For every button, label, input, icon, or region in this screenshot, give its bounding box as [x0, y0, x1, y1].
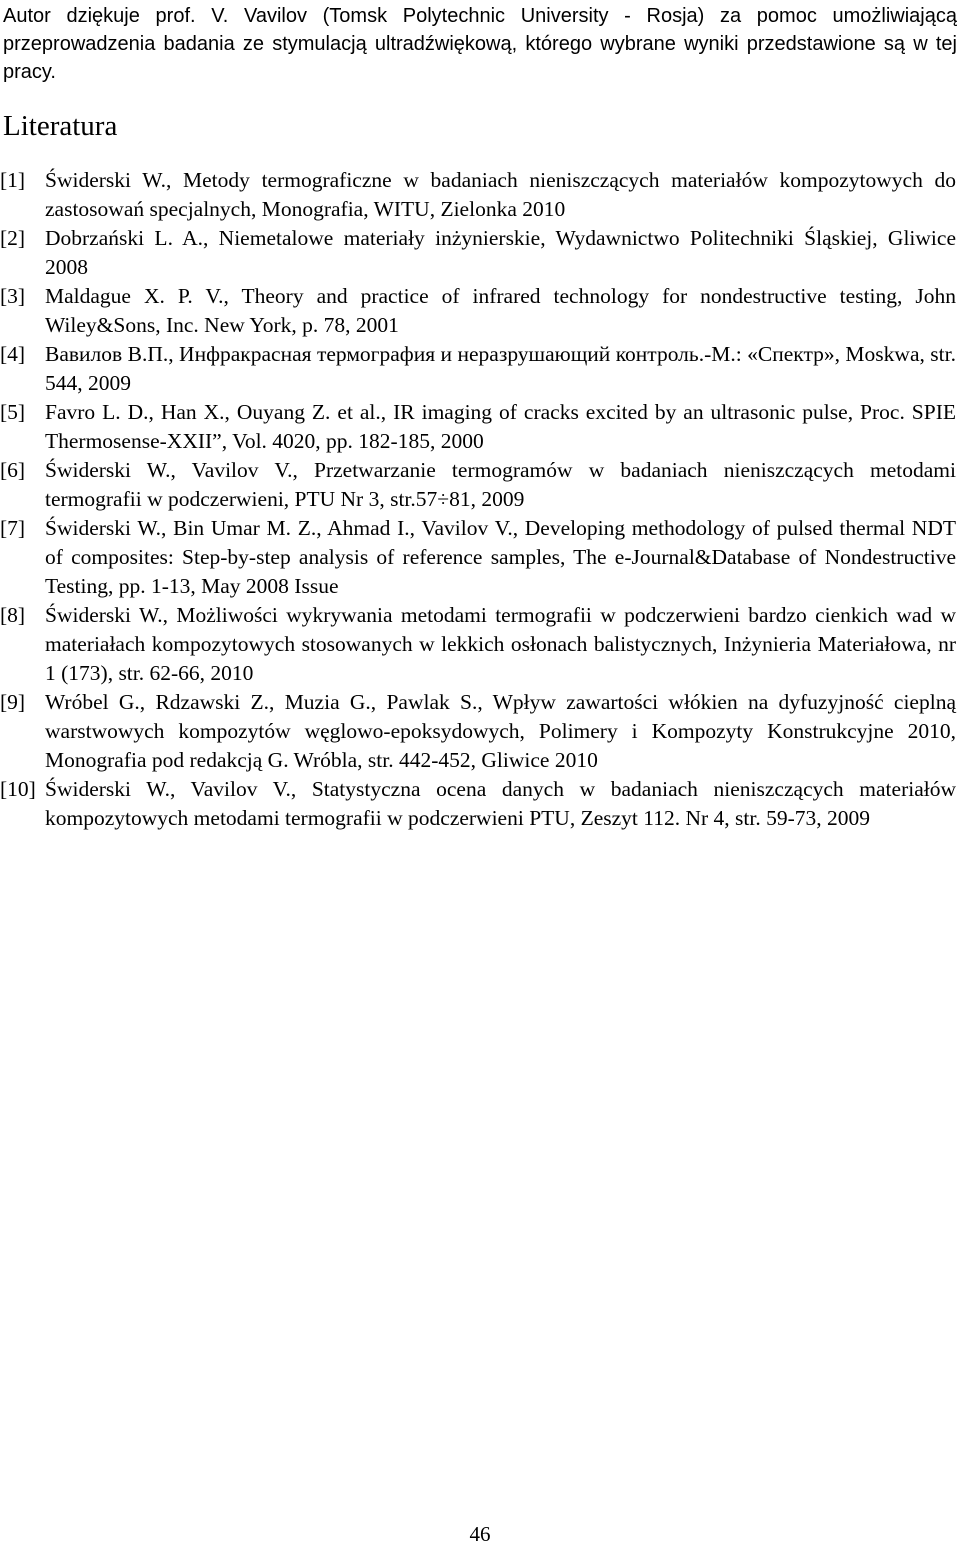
reference-text: Вавилов В.П., Инфракрасная термография и неразрушающий контроль.-М.: «Спектр», Moskwa, str. 544, 2009: [45, 342, 956, 395]
section-title: Literatura: [3, 110, 118, 142]
reference-item: [0, 398, 956, 456]
reference-number: [7]: [0, 516, 26, 540]
reference-item: [0, 775, 956, 833]
reference-number: [10]: [0, 777, 36, 801]
reference-text: Świderski W., Vavilov V., Statystyczna ocena danych w badaniach nieniszczących materiałów kompozytowych metodami termografii w podczerwieni PTU, Zeszyt 112. Nr 4, str. 59-73, 2009: [45, 777, 956, 830]
reference-list: [0, 166, 956, 833]
reference-number: [2]: [0, 226, 26, 250]
reference-text: Świderski W., Metody termograficzne w badaniach nieniszczących materiałów kompozytowych do zastosowań specjalnych, Monografia, WITU, Zielonka 2010: [45, 168, 956, 221]
reference-number: [8]: [0, 603, 26, 627]
reference-item: [0, 282, 956, 340]
reference-item: [0, 340, 956, 398]
reference-item: [0, 601, 956, 688]
reference-item: [0, 514, 956, 601]
reference-item: [0, 456, 956, 514]
reference-number: [4]: [0, 342, 26, 366]
acknowledgement-paragraph: Autor dziękuje prof. V. Vavilov (Tomsk Polytechnic University - Rosja) za pomoc umożliwiającą przeprowadzenia badania ze stymulacją ultradźwiękową, którego wybrane wyniki przedstawione są w tej pracy.: [3, 5, 957, 83]
reference-text: Maldague X. P. V., Theory and practice of infrared technology for nondestructive testing, John Wiley&Sons, Inc. New York, p. 78, 2001: [45, 284, 956, 337]
reference-number: [1]: [0, 168, 26, 192]
reference-item: [0, 688, 956, 775]
reference-number: [3]: [0, 284, 26, 308]
reference-item: [0, 224, 956, 282]
reference-text: Świderski W., Bin Umar M. Z., Ahmad I., Vavilov V., Developing methodology of pulsed thermal NDT of composites: Step-by-step analysis of reference samples, The e-Journal&Database of Nondestructive Testing, pp. 1-13, May 2008 Issue: [45, 516, 956, 598]
reference-text: Wróbel G., Rdzawski Z., Muzia G., Pawlak S., Wpływ zawartości włókien na dyfuzyjność cieplną warstwowych kompozytów węglowo-epoksydowych, Polimery i Kompozyty Konstrukcyjne 2010, Monografia pod redakcją G. Wróbla, str. 442-452, Gliwice 2010: [45, 690, 956, 772]
reference-text: Dobrzański L. A., Niemetalowe materiały inżynierskie, Wydawnictwo Politechniki Śląskiej, Gliwice 2008: [45, 226, 956, 279]
reference-number: [6]: [0, 458, 26, 482]
reference-text: Świderski W., Vavilov V., Przetwarzanie termogramów w badaniach nieniszczących metodami termografii w podczerwieni, PTU Nr 3, str.57÷81, 2009: [45, 458, 956, 511]
reference-text: Favro L. D., Han X., Ouyang Z. et al., IR imaging of cracks excited by an ultrasonic pulse, Proc. SPIE Thermosense-XXII”, Vol. 4020, pp. 182-185, 2000: [45, 400, 956, 453]
reference-text: Świderski W., Możliwości wykrywania metodami termografii w podczerwieni bardzo cienkich wad w materiałach kompozytowych stosowanych w lekkich osłonach balistycznych, Inżynieria Materiałowa, nr 1 (173), str. 62-66, 2010: [45, 603, 956, 685]
reference-number: [5]: [0, 400, 26, 424]
reference-item: [0, 166, 956, 224]
reference-number: [9]: [0, 690, 26, 714]
page-number: 46: [469, 1522, 491, 1546]
